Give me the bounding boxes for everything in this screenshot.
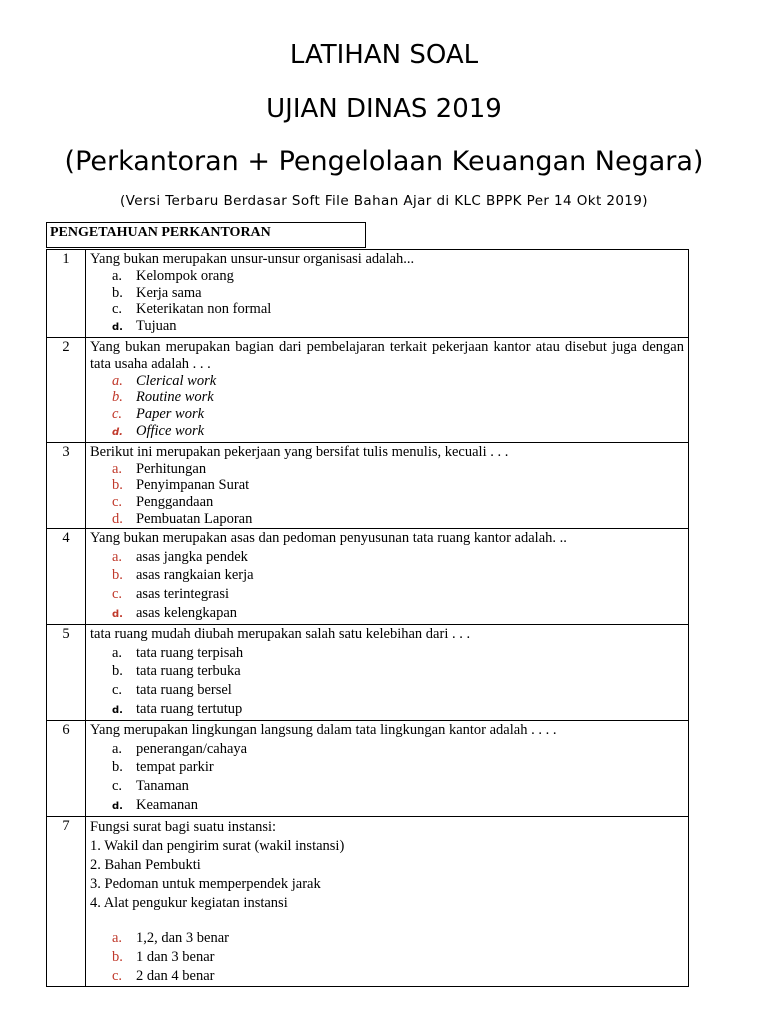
question-row xyxy=(47,816,689,986)
option: a. asas jangka pendek xyxy=(112,548,248,565)
option: b. Routine work xyxy=(112,389,214,406)
option: b. 1 dan 3 benar xyxy=(112,948,215,965)
question-table xyxy=(46,249,689,987)
option: d. Pembuatan Laporan xyxy=(112,510,253,527)
question-text: Yang bukan merupakan unsur-unsur organisasi adalah... xyxy=(90,251,415,267)
option: a. penerangan/cahaya xyxy=(112,740,248,757)
option: b. Kerja sama xyxy=(112,284,202,301)
question-number: 6 xyxy=(47,720,86,816)
question-cell xyxy=(86,624,689,720)
option: b. Penyimpanan Surat xyxy=(112,477,250,494)
question-text: Yang bukan merupakan bagian dari pembelajaran terkait pekerjaan kantor atau disebut juga dengan tata usaha adalah . . . xyxy=(90,338,684,372)
option: c. asas terintegrasi xyxy=(112,586,230,603)
subtitle: (Versi Terbaru Berdasar Soft File Bahan Ajar di KLC BPPK Per 14 Okt 2019) xyxy=(120,193,648,209)
option: d. asas kelengkapan xyxy=(112,604,238,621)
option: a. 1,2, dan 3 benar xyxy=(112,929,230,946)
title-line-2: UJIAN DINAS 2019 xyxy=(266,94,502,124)
question-number: 4 xyxy=(47,528,86,624)
option: c. tata ruang bersel xyxy=(112,682,232,699)
option: a. Clerical work xyxy=(112,372,217,389)
question-cell xyxy=(86,528,689,624)
title-line-3: (Perkantoran + Pengelolaan Keuangan Negara) xyxy=(64,146,704,177)
option: c. 2 dan 4 benar xyxy=(112,967,215,984)
question-text: Yang merupakan lingkungan langsung dalam tata lingkungan kantor adalah . . . . xyxy=(90,721,557,738)
option: a. tata ruang terpisah xyxy=(112,644,244,661)
option: c. Keterikatan non formal xyxy=(112,301,272,318)
question-number: 1 xyxy=(47,250,86,338)
option: d. Keamanan xyxy=(112,796,198,813)
question-row xyxy=(47,250,689,338)
question-text: Yang bukan merupakan asas dan pedoman penyusunan tata ruang kantor adalah. .. xyxy=(90,529,567,546)
question-cell xyxy=(86,250,689,338)
question-row xyxy=(47,624,689,720)
title-line-1: LATIHAN SOAL xyxy=(289,40,479,70)
option: c. Tanaman xyxy=(112,778,189,795)
statement-item: 2. Bahan Pembukti xyxy=(90,856,201,873)
question-row xyxy=(47,720,689,816)
statement-item: 3. Pedoman untuk memperpendek jarak xyxy=(90,875,321,892)
question-number: 2 xyxy=(47,337,86,442)
option: c. Penggandaan xyxy=(112,494,214,511)
option: a. Perhitungan xyxy=(112,460,207,477)
option: d. tata ruang tertutup xyxy=(112,700,243,717)
question-row xyxy=(47,528,689,624)
statement-item: 1. Wakil dan pengirim surat (wakil instansi) xyxy=(90,837,345,854)
question-cell xyxy=(86,816,689,986)
option: b. tata ruang terbuka xyxy=(112,663,241,680)
option: c. Paper work xyxy=(112,406,205,423)
statement-item: 4. Alat pengukur kegiatan instansi xyxy=(90,894,288,911)
question-cell xyxy=(86,337,689,442)
question-row xyxy=(47,442,689,528)
section-title: PENGETAHUAN PERKANTORAN xyxy=(46,222,366,248)
question-number: 5 xyxy=(47,624,86,720)
option: b. asas rangkaian kerja xyxy=(112,567,254,584)
question-row xyxy=(47,337,689,442)
option: b. tempat parkir xyxy=(112,759,214,776)
option: a. Kelompok orang xyxy=(112,267,234,284)
question-cell xyxy=(86,720,689,816)
option: d. Tujuan xyxy=(112,318,177,335)
question-text: Fungsi surat bagi suatu instansi: xyxy=(90,818,277,835)
option: d. Office work xyxy=(112,422,205,439)
question-text: tata ruang mudah diubah merupakan salah satu kelebihan dari . . . xyxy=(90,625,471,642)
question-number: 3 xyxy=(47,442,86,528)
question-cell xyxy=(86,442,689,528)
question-number: 7 xyxy=(47,816,86,986)
question-text: Berikut ini merupakan pekerjaan yang bersifat tulis menulis, kecuali . . . xyxy=(90,443,509,460)
